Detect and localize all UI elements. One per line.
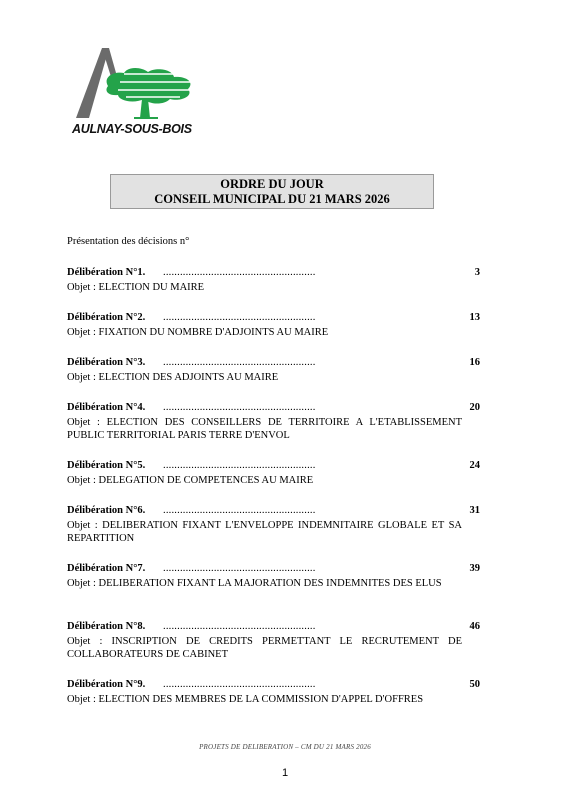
entry-label: Délibération N°2.	[67, 312, 146, 323]
entry-object: Objet : ELECTION DES MEMBRES DE LA COMMISSION D'APPEL D'OFFRES	[67, 694, 424, 705]
entry-label: Délibération N°5.	[67, 460, 146, 471]
entry-object: Objet : DELIBERATION FIXANT LA MAJORATION DES INDEMNITES DES ELUS	[67, 578, 442, 589]
deliberation-entry-6	[67, 504, 480, 545]
leader-dots: ......................................................	[163, 402, 316, 413]
leader-dots: ......................................................	[163, 460, 316, 471]
leader-dots: ......................................................	[163, 679, 316, 690]
entry-object: Objet : ELECTION DES ADJOINTS AU MAIRE	[67, 372, 279, 383]
entry-object: Objet : ELECTION DES CONSEILLERS DE TERRITOIRE A L'ETABLISSEMENT PUBLIC TERRITORIAL PARIS TERRE D'ENVOL	[67, 417, 462, 441]
page-number: 1	[281, 767, 289, 779]
leader-dots: ......................................................	[163, 357, 316, 368]
agenda-title: ORDRE DU JOUR	[220, 177, 324, 191]
leader-dots: ......................................................	[163, 505, 316, 516]
entry-page-number: 3	[474, 267, 480, 278]
tree-logo-icon	[68, 46, 198, 122]
entry-object: Objet : INSCRIPTION DE CREDITS PERMETTANT LE RECRUTEMENT DE COLLABORATEURS DE CABINET	[67, 636, 462, 660]
entry-label: Délibération N°4.	[67, 402, 146, 413]
entry-label: Délibération N°7.	[67, 563, 146, 574]
deliberation-entry-3	[67, 356, 480, 384]
leader-dots: ......................................................	[163, 312, 316, 323]
entry-page-number: 31	[469, 505, 480, 516]
entry-object: Objet : DELEGATION DE COMPETENCES AU MAIRE	[67, 475, 314, 486]
entry-page-number: 16	[469, 357, 480, 368]
city-logo	[68, 46, 198, 142]
leader-dots: ......................................................	[163, 267, 316, 278]
entry-label: Délibération N°9.	[67, 679, 146, 690]
deliberation-entry-9	[67, 678, 480, 706]
entry-page-number: 39	[469, 563, 480, 574]
deliberation-entry-7	[67, 562, 480, 590]
entry-label: Délibération N°6.	[67, 505, 146, 516]
entry-object: Objet : ELECTION DU MAIRE	[67, 282, 205, 293]
entry-page-number: 50	[469, 679, 480, 690]
entry-label: Délibération N°1.	[67, 267, 146, 278]
entry-object: Objet : DELIBERATION FIXANT L'ENVELOPPE INDEMNITAIRE GLOBALE ET SA REPARTITION	[67, 520, 462, 544]
entry-page-number: 20	[469, 402, 480, 413]
entry-object: Objet : FIXATION DU NOMBRE D'ADJOINTS AU MAIRE	[67, 327, 329, 338]
city-name-text: AULNAY-SOUS-BOIS	[72, 122, 192, 136]
deliberation-entry-5	[67, 459, 480, 487]
leader-dots: ......................................................	[163, 563, 316, 574]
deliberation-entry-8	[67, 620, 480, 661]
intro-text: Présentation des décisions n°	[67, 236, 190, 247]
deliberation-entry-2	[67, 311, 480, 339]
leader-dots: ......................................................	[163, 621, 316, 632]
page-footer: PROJETS DE DELIBERATION – CM DU 21 MARS 2026	[199, 743, 371, 751]
agenda-subtitle: CONSEIL MUNICIPAL DU 21 MARS 2026	[154, 192, 390, 206]
deliberation-entry-1	[67, 266, 480, 294]
entry-page-number: 13	[469, 312, 480, 323]
entry-label: Délibération N°3.	[67, 357, 146, 368]
entry-page-number: 46	[469, 621, 480, 632]
agenda-title-box	[110, 174, 434, 209]
entry-label: Délibération N°8.	[67, 621, 146, 632]
entry-page-number: 24	[469, 460, 480, 471]
deliberation-entry-4	[67, 401, 480, 442]
